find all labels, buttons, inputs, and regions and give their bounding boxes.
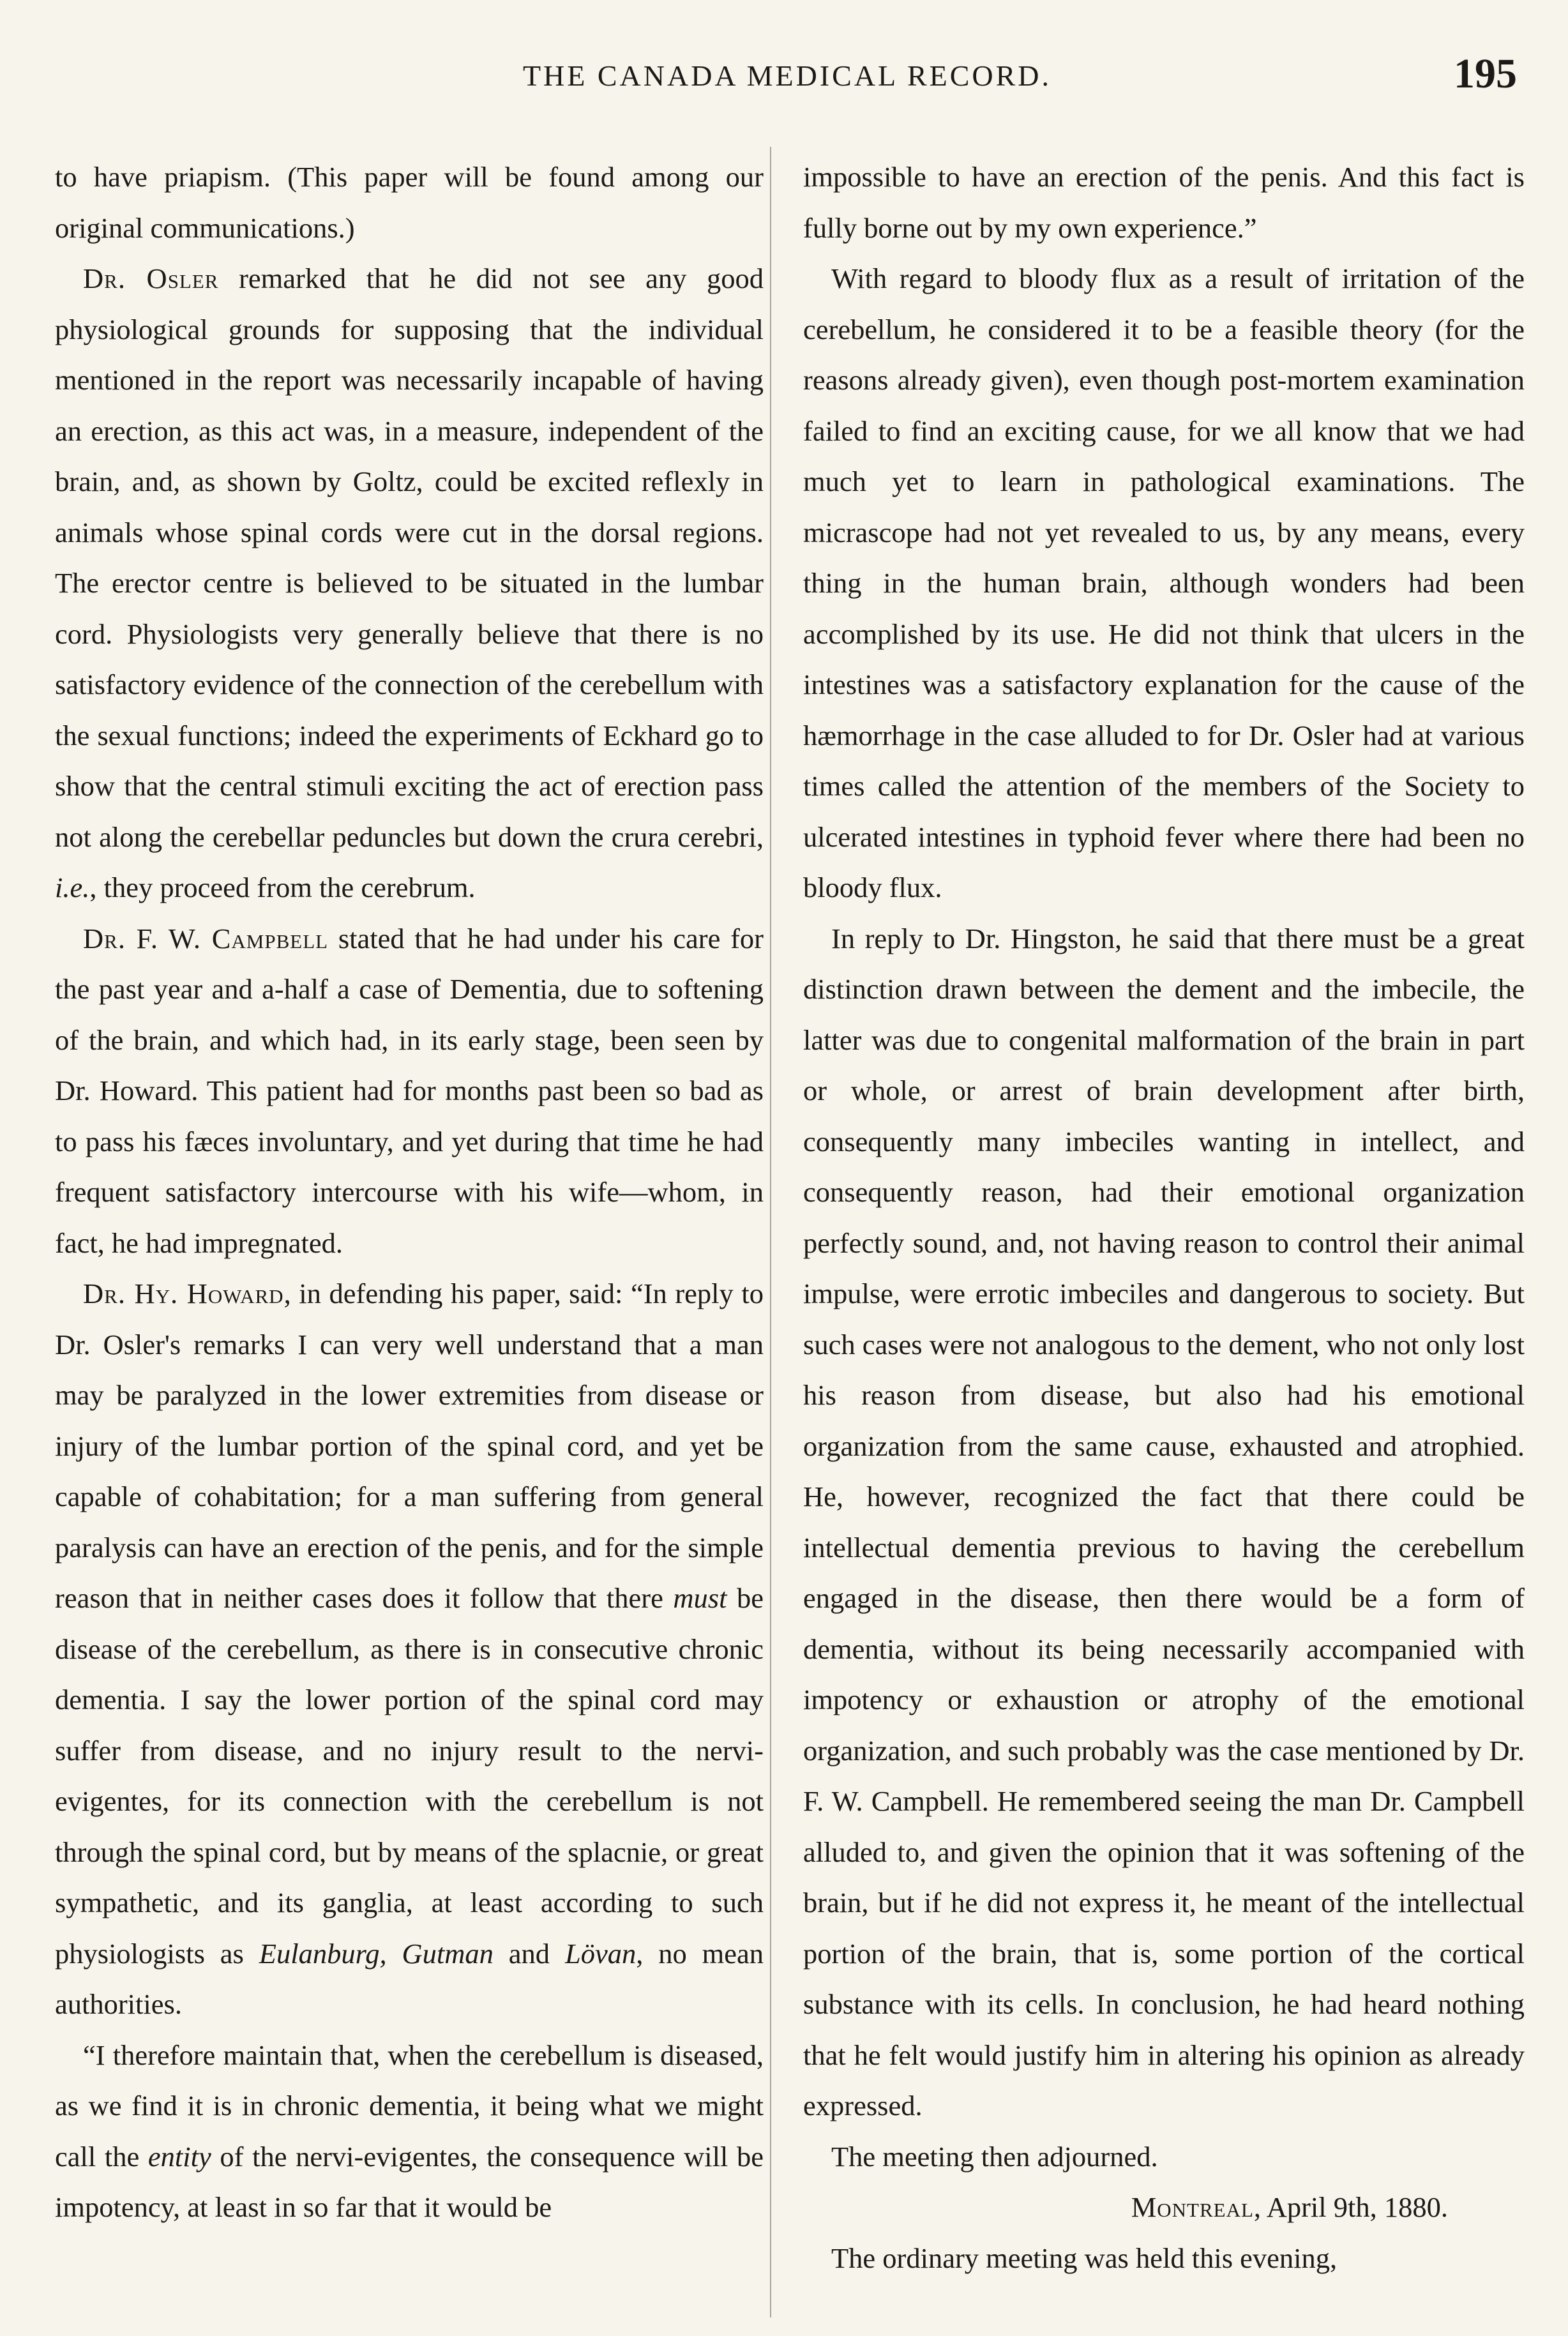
paragraph — [55, 1269, 764, 2030]
paragraph-text: , they proceed from the cerebrum. — [89, 871, 476, 903]
speaker-name: Dr. Hy. Howard — [83, 1277, 284, 1309]
page-number: 195 — [1454, 50, 1517, 97]
dateline-place: Montreal — [1131, 2191, 1254, 2223]
paragraph-text: “I therefore maintain that, when the cerebellum is diseased, as we find it is in chronic dementia, it being what we might call the — [55, 2038, 764, 2173]
paragraph — [55, 152, 764, 253]
right-column — [803, 152, 1525, 2284]
paragraph-text: of the nervi-evigentes, the consequence will be impotency, at least in so far that it would be — [55, 2140, 764, 2223]
column-divider — [770, 147, 771, 2317]
paragraph-text: and — [493, 1937, 565, 1970]
speaker-name: Dr. F. W. Campbell — [83, 922, 329, 954]
paragraph — [803, 152, 1525, 253]
paragraph — [803, 914, 1525, 2132]
paragraph-text: In reply to Dr. Hingston, he said that there must be a great distinction drawn between the dement and the imbecile, the latter was due to congenital malformation of the brain in part or whole, or arrest of brain development after birth, consequently many imbeciles wanting in intellect, and consequently reason, had their emotional organization perfectly sound, and, not having reason to control their animal impulse, were errotic imbeciles and dangerous to society. But such cases were not analogous to the dement, who not only lost his reason from disease, but also had his emotional organization from the same cause, exhausted and atrophied. He, however, recognized the fact that there could be intellectual dementia previous to having the cerebellum engaged in the disease, then there would be a form of dementia, without its being necessarily accompanied with impotency or exhaustion or atrophy of the emotional organization, and such probably was the case mentioned by Dr. F. W. Campbell. He remembered seeing the man Dr. Campbell alluded to, and given the opinion that it was softening of the brain, but if he did not express it, he meant of the intellectual portion of the brain, that is, some portion of the cortical substance with its cells. In conclusion, he had heard nothing that he felt would justify him in altering his opinion as already expressed. — [803, 922, 1525, 2121]
dateline-date: , April 9th, 1880. — [1253, 2191, 1448, 2223]
paragraph-text: , no mean authorities. — [55, 1937, 764, 2020]
paragraph-text: remarked that he did not see any good physiological grounds for supposing that the individual mentioned in the report was necessarily incapable of having an erection, as this act was, in a measure, independent of the brain, and, as shown by Goltz, could be excited reflexly in animals whose spinal cords were cut in the dorsal regions. The erector centre is believed to be situated in the lumbar cord. Physiologists very generally believe that there is no satisfactory evidence of the connection of the cerebellum with the sexual functions; indeed the experiments of Eckhard go to show that the central stimuli exciting the act of erection pass not along the cerebellar peduncles but down the crura cerebri, — [55, 262, 764, 853]
page-header — [51, 46, 1523, 103]
paragraph-text: With regard to bloody flux as a result of irritation of the cerebellum, he considered it to be a feasible theory (for the reasons already given), even though post-mortem examination failed to find an exciting cause, for we all know that we had much yet to learn in pathological examinations. The micrascope had not yet revealed to us, by any means, every thing in the human brain, although wonders had been accomplished by its use. He did not think that ulcers in the intestines was a satisfactory explanation for the cause of the hæmorrhage in the case alluded to for Dr. Osler had at various times called the attention of the members of the Society to ulcerated intestines in typhoid fever where there had been no bloody flux. — [803, 262, 1525, 903]
paragraph — [803, 253, 1525, 914]
italic-text: entity — [147, 2140, 211, 2173]
paragraph — [55, 253, 764, 914]
paragraph — [55, 914, 764, 1269]
paragraph — [803, 2233, 1525, 2284]
running-title: THE CANADA MEDICAL RECORD. — [522, 59, 1052, 92]
dateline — [803, 2182, 1525, 2233]
paragraph-text: be disease of the cerebellum, as there is in consecutive chronic dementia. I say the lower portion of the spinal cord may suffer from disease, and no injury result to the nervi-evigentes, for its connection with the cerebellum is not through the spinal cord, but by means of the splacnie, or great sympathetic, and its ganglia, at least according to such physiologists as — [55, 1582, 764, 1970]
paragraph-text: The ordinary meeting was held this evening, — [831, 2242, 1338, 2274]
italic-text: must — [673, 1582, 727, 1614]
paragraph — [803, 2132, 1525, 2183]
paragraph-text: , in defending his paper, said: “In reply to Dr. Osler's remarks I can very well understand that a man may be paralyzed in the lower extremities from disease or injury of the lumbar portion of the spinal cord, and yet be capable of cohabitation; for a man suffering from general paralysis can have an erection of the penis, and for the simple reason that in neither cases does it follow that there — [55, 1277, 764, 1614]
paragraph-text: impossible to have an erection of the penis. And this fact is fully borne out by my own experience.” — [803, 161, 1525, 244]
italic-text: Lövan — [564, 1937, 637, 1970]
speaker-name: Dr. Osler — [83, 262, 219, 294]
paragraph — [55, 2030, 764, 2233]
paragraph-text: The meeting then adjourned. — [831, 2140, 1158, 2173]
paragraph-text: stated that he had under his care for the past year and a-half a case of Dementia, due to softening of the brain, and which had, in its early stage, been seen by Dr. Howard. This patient had for months past been so bad as to pass his fæces involuntary, and yet during that time he had frequent satisfactory intercourse with his wife—whom, in fact, he had impregnated. — [55, 922, 764, 1259]
italic-text: i.e. — [55, 871, 90, 903]
left-column — [55, 152, 764, 2233]
italic-text: Eulanburg, Gutman — [259, 1937, 494, 1970]
paragraph-text: to have priapism. (This paper will be found among our original communications.) — [55, 161, 764, 244]
